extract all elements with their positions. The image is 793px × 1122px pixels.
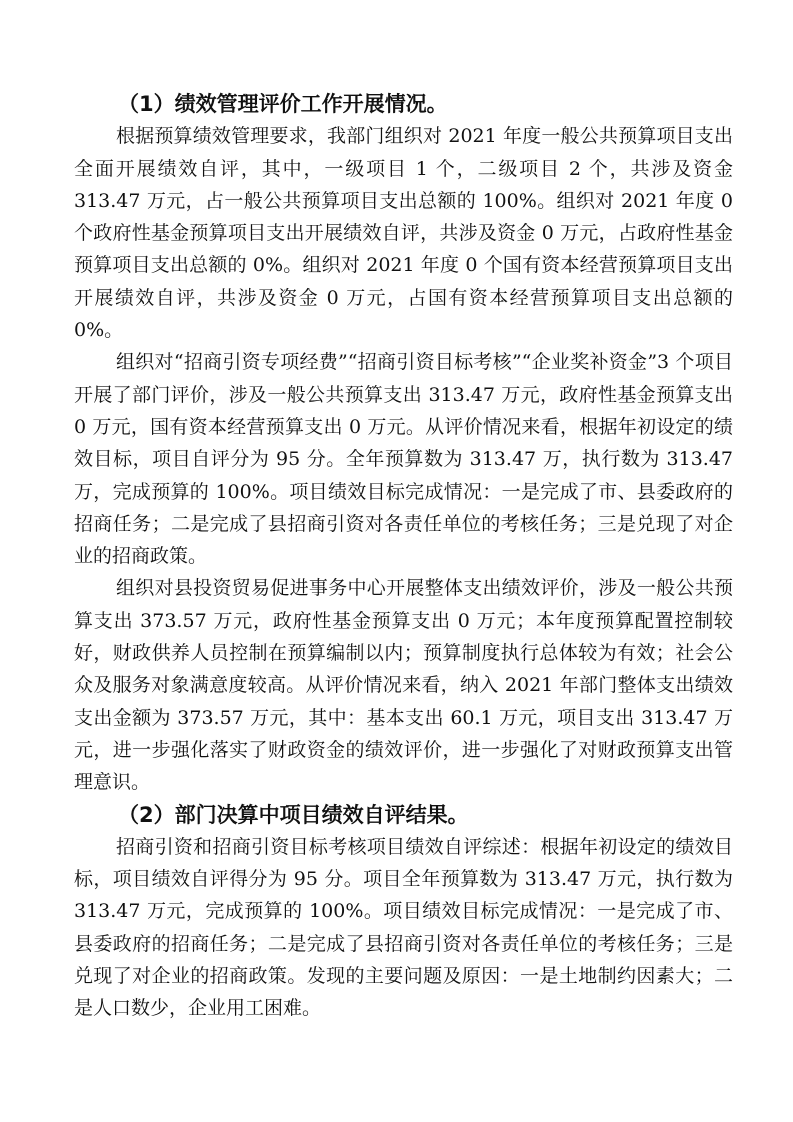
paragraph-project-self-evaluation-summary: 招商引资和招商引资目标考核项目绩效自评综述：根据年初设定的绩效目标，项目绩效自评得分为 95 分。项目全年预算数为 313.47 万元，执行数为 313.47 万元，完成预算的 100%。项目绩效目标完成情况：一是完成了市、县委政府的招商任务；二是完成了县招商引资对各责任单位的考核任务；三是兑现了对企业的招商政策。发现的主要问题及原因：一是土地制约因素大；二是人口数少，企业用工困难。 bbox=[74, 835, 733, 1020]
paragraph-self-evaluation-overview: 根据预算绩效管理要求，我部门组织对 2021 年度一般公共预算项目支出全面开展绩效自评，其中，一级项目 1 个，二级项目 2 个，共涉及资金 313.47 万元，占一般公共预算项目支出总额的 100%。组织对 2021 年度 0 个政府性基金预算项目支出开展绩效自评，共涉及资金 0 万元，占政府性基金预算项目支出总额的 0%。组织对 2021 年度 0 个国有资本经营预算项目支出开展绩效自评，共涉及资金 0 万元，占国有资本经营预算项目支出总额的 0%。 bbox=[74, 125, 733, 342]
section-heading-project-self-evaluation-results: （2）部门决算中项目绩效自评结果。 bbox=[118, 802, 469, 827]
section-heading-performance-management: （1）绩效管理评价工作开展情况。 bbox=[118, 92, 448, 116]
paragraph-department-evaluation: 组织对“招商引资专项经费”“招商引资目标考核”“企业奖补资金”3 个项目开展了部门评价，涉及一般公共预算支出 313.47 万元，政府性基金预算支出 0 万元，国有资本经营预算支出 0 万元。从评价情况来看，根据年初设定的绩效目标，项目自评分为 95 分。全年预算数为 313.47 万，执行数为 313.47 万，完成预算的 100%。项目绩效目标完成情况：一是完成了市、县委政府的招商任务；二是完成了县招商引资对各责任单位的考核任务；三是兑现了对企业的招商政策。 bbox=[74, 351, 733, 568]
paragraph-overall-expenditure-evaluation: 组织对县投资贸易促进事务中心开展整体支出绩效评价，涉及一般公共预算支出 373.57 万元，政府性基金预算支出 0 万元；本年度预算配置控制较好，财政供养人员控制在预算编制以内；预算制度执行总体较为有效；社会公众及服务对象满意度较高。从评价情况来看，纳入 2021 年部门整体支出绩效支出金额为 373.57 万元，其中：基本支出 60.1 万元，项目支出 313.47 万元，进一步强化落实了财政资金的绩效评价，进一步强化了对财政预算支出管理意识。 bbox=[74, 577, 733, 794]
